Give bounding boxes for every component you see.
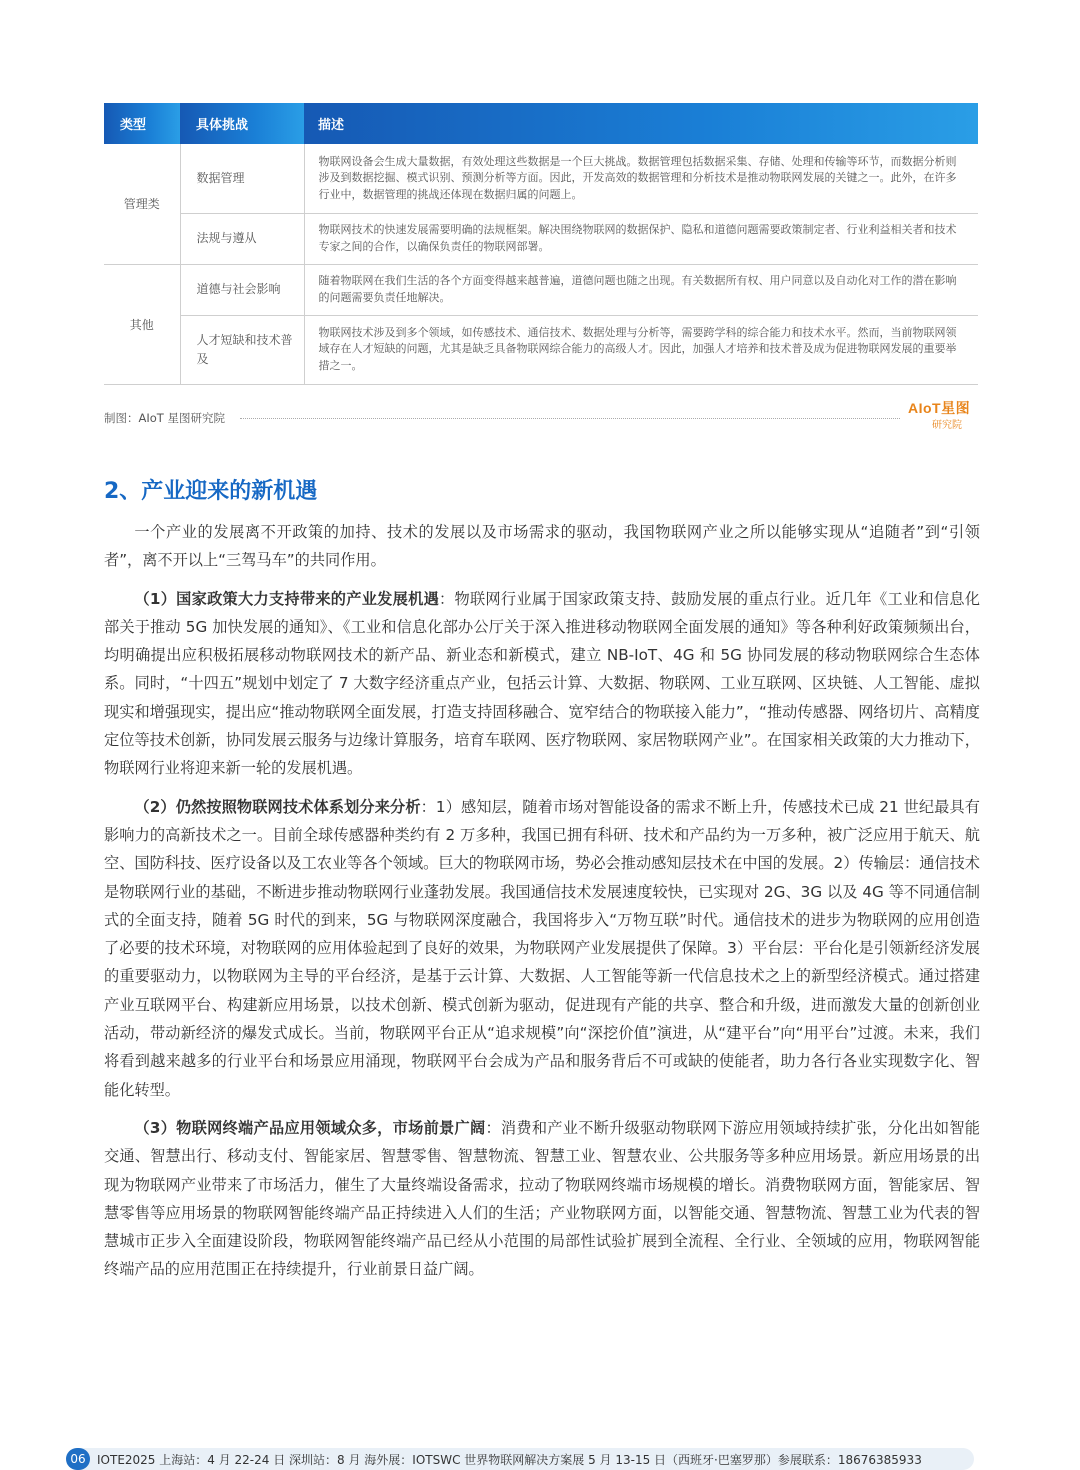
table-header-row [104, 103, 978, 144]
paragraph-terminal [104, 1114, 980, 1284]
header-description: 描述 [304, 103, 978, 144]
type-cell: 其他 [104, 264, 180, 384]
header-type: 类型 [104, 103, 180, 144]
header-challenge: 具体挑战 [180, 103, 304, 144]
table-row [104, 213, 978, 264]
paragraph-lead: （1）国家政策大力支持带来的产业发展机遇 [134, 589, 440, 608]
chart-source: 制图：AIoT 星图研究院 [104, 411, 225, 425]
challenge-cell: 法规与遵从 [180, 213, 304, 264]
paragraph-lead: （3）物联网终端产品应用领域众多，市场前景广阔 [134, 1118, 486, 1137]
challenge-cell: 数据管理 [180, 144, 304, 213]
paragraph-tech [104, 793, 980, 1104]
challenges-table [104, 103, 978, 385]
challenge-cell: 道德与社会影响 [180, 264, 304, 315]
description-cell: 物联网设备会生成大量数据，有效处理这些数据是一个巨大挑战。数据管理包括数据采集、存储、处理和传输等环节，而数据分析则涉及到数据挖掘、模式识别、预测分析等方面。因此，开发高效的数据管理和分析技术是推动物联网发展的关键之一。此外，在许多行业中，数据管理的挑战还体现在数据归属的问题上。 [304, 144, 978, 213]
type-cell: 管理类 [104, 144, 180, 264]
table-row [104, 264, 978, 315]
table-row [104, 315, 978, 384]
aiot-logo [908, 398, 978, 432]
logo-bottom-text: 研究院 [932, 420, 962, 431]
table-row [104, 144, 978, 213]
description-cell: 随着物联网在我们生活的各个方面变得越来越普遍，道德问题也随之出现。有关数据所有权、用户同意以及自动化对工作的潜在影响的问题需要负责任地解决。 [304, 264, 978, 315]
description-cell: 物联网技术涉及到多个领域，如传感技术、通信技术、数据处理与分析等，需要跨学科的综合能力和技术水平。然而，当前物联网领域存在人才短缺的问题，尤其是缺乏具备物联网综合能力的高级人才。因此，加强人才培养和技术普及成为促进物联网发展的重要举措之一。 [304, 315, 978, 384]
description-cell: 物联网技术的快速发展需要明确的法规框架。解决围绕物联网的数据保护、隐私和道德问题需要政策制定者、行业利益相关者和技术专家之间的合作，以确保负责任的物联网部署。 [304, 213, 978, 264]
section-title: 2、产业迎来的新机遇 [104, 479, 318, 504]
paragraph-body: ：1）感知层，随着市场对智能设备的需求不断上升，传感技术已成 21 世纪最具有影响力的高新技术之一。目前全球传感器种类约有 2 万多种，我国已拥有科研、技术和产品约为一万多种，被广泛应用于航天、航空、国防科技、医疗设备以及工农业等各个领域。巨大的物联网市场，势必会推动感知层技术在中国的发展。2）传输层：通信技术是物联网行业的基础，不断进步推动物联网行业蓬勃发展。我国通信技术发展速度较快，已实现对 2G、3G 以及 4G 等不同通信制式的全面支持，随着 5G 时代的到来，5G 与物联网深度融合，我国将步入“万物互联”时代。通信技术的进步为物联网的应用创造了必要的技术环境，对物联网的应用体验起到了良好的效果，为物联网产业发展提供了保障。3）平台层：平台化是引领新经济发展的重要驱动力，以物联网为主导的平台经济，是基于云计算、大数据、人工智能等新一代信息技术之上的新型经济模式。通过搭建产业互联网平台、构建新应用场景，以技术创新、模式创新为驱动，促进现有产能的共享、整合和升级，进而激发大量的创新创业活动，带动新经济的爆发式成长。当前，物联网平台正从“追求规模”向“深挖价值”演进，从“建平台”向“用平台”过渡。未来，我们将看到越来越多的行业平台和场景应用涌现，物联网平台会成为产品和服务背后不可或缺的使能者，助力各行各业实现数字化、智能化转型。 [104, 797, 980, 1099]
logo-top-text: AIoT星图 [908, 400, 971, 416]
paragraph-lead: （2）仍然按照物联网技术体系划分来分析 [134, 797, 421, 816]
intro-paragraph: 一个产业的发展离不开政策的加持、技术的发展以及市场需求的驱动，我国物联网产业之所以能够实现从“追随者”到“引领者”，离不开以上“三驾马车”的共同作用。 [104, 523, 980, 570]
challenge-cell: 人才短缺和技术普及 [180, 315, 304, 384]
paragraph-body: ：物联网行业属于国家政策支持、鼓励发展的重点行业。近几年《工业和信息化部关于推动 5G 加快发展的通知》、《工业和信息化部办公厅关于深入推进移动物联网全面发展的通知》等各种利好政策频频出台，均明确提出应积极拓展移动物联网技术的新产品、新业态和新模式，建立 NB-IoT、4G 和 5G 协同发展的移动物联网综合生态体系。同时，“十四五”规划中划定了 7 大数字经济重点产业，包括云计算、大数据、物联网、工业互联网、区块链、人工智能、虚拟现实和增强现实，提出应“推动物联网全面发展，打造支持固移融合、宽窄结合的物联接入能力”，“推动传感器、网络切片、高精度定位等技术创新，协同发展云服务与边缘计算服务，培育车联网、医疗物联网、家居物联网产业”。在国家相关政策的大力推动下，物联网行业将迎来新一轮的发展机遇。 [104, 589, 980, 778]
dotted-divider [240, 418, 900, 419]
article-body [104, 518, 980, 1294]
paragraph-policy [104, 585, 980, 783]
paragraph-body: ：消费和产业不断升级驱动物联网下游应用领域持续扩张，分化出如智能交通、智慧出行、移动支付、智能家居、智慧零售、智慧物流、智慧工业、智慧农业、公共服务等多种应用场景。新应用场景的出现为物联网产业带来了市场活力，催生了大量终端设备需求，拉动了物联网终端市场规模的增长。消费物联网方面，智能家居、智慧零售等应用场景的物联网智能终端产品正持续进入人们的生活；产业物联网方面，以智能交通、智慧物流、智慧工业为代表的智慧城市正步入全面建设阶段，物联网智能终端产品已经从小范围的局部性试验扩展到全流程、全行业、全领域的应用，物联网智能终端产品的应用范围正在持续提升，行业前景日益广阔。 [104, 1118, 980, 1279]
footer-text: IOTE2025 上海站：4 月 22-24 日 深圳站：8 月 海外展：IOTSWC 世界物联网解决方案展 5 月 13-15 日（西班牙·巴塞罗那）参展联系：18676385933 [97, 1453, 922, 1467]
page-number: 06 [66, 1448, 90, 1470]
